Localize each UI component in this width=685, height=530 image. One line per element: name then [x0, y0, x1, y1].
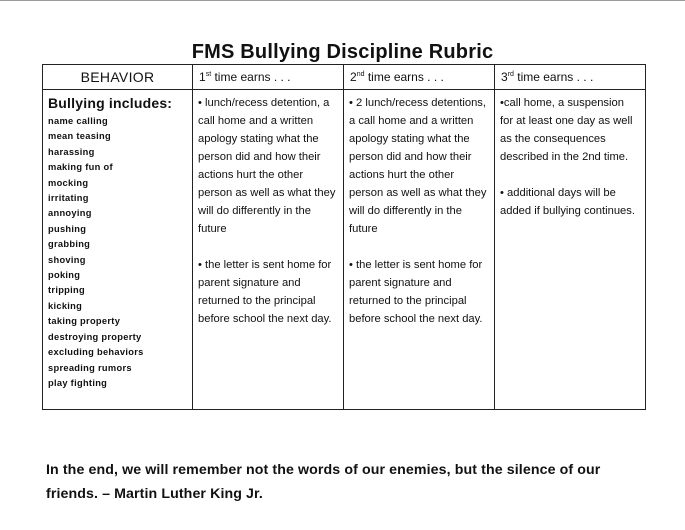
header-first-text: time earns . . .	[211, 70, 291, 84]
header-third-time	[495, 65, 646, 90]
third-time-additional-days-text: • additional days will be added if bullying continues.	[500, 187, 635, 217]
header-third-text: time earns . . .	[513, 70, 594, 84]
behavior-item: kicking	[48, 300, 83, 311]
behavior-item: irritating	[48, 193, 89, 204]
second-time-detention-text: • 2 lunch/recess detentions, a call home and a written apology stating what the person did and how their actions hurt the other person as well as what they will do differently in the future	[349, 97, 487, 235]
behavior-item: making fun of	[48, 162, 113, 173]
behavior-item: tripping	[48, 285, 85, 296]
behavior-item: destroying property	[48, 331, 142, 342]
second-time-letter-text: • the letter is sent home for parent signature and returned to the principal before school the next day.	[349, 259, 483, 325]
behavior-item: mean teasing	[48, 131, 112, 142]
page-title: FMS Bullying Discipline Rubric	[191, 41, 494, 63]
header-second-text: time earns . . .	[364, 70, 444, 84]
first-time-consequences	[193, 90, 344, 410]
header-first-suffix: st	[205, 71, 212, 78]
behavior-item: play fighting	[48, 377, 108, 388]
behavior-item: taking property	[48, 316, 121, 327]
third-time-suspension-text: •call home, a suspension for at least one day as well as the consequences described in the 2nd time.	[500, 97, 633, 163]
top-border-line	[0, 0, 685, 1]
header-first-ordinal: 1	[199, 70, 206, 84]
first-time-detention-text: • lunch/recess detention, a call home and a written apology stating what the person did and how their actions hurt the other person as well as what they will do differently in the future	[198, 97, 336, 235]
header-third-ordinal: 3	[501, 70, 508, 84]
behavior-item: name calling	[48, 116, 108, 126]
third-time-consequences	[495, 90, 646, 410]
header-second-ordinal: 2	[350, 70, 357, 84]
behavior-cell	[43, 90, 193, 410]
first-time-letter-text: • the letter is sent home for parent signature and returned to the principal before school the next day.	[198, 259, 332, 325]
behavior-item: grabbing	[48, 239, 91, 250]
closing-quote: In the end, we will remember not the words of our enemies, but the silence of our friends. – Martin Luther King Jr.	[46, 462, 601, 502]
behavior-item: poking	[48, 270, 81, 281]
table-header-row	[43, 65, 646, 90]
second-time-consequences	[344, 90, 495, 410]
header-second-suffix: nd	[356, 71, 365, 78]
table-body-row	[43, 90, 646, 410]
behavior-item: spreading rumors	[48, 362, 132, 373]
discipline-rubric-table	[42, 64, 646, 410]
behavior-item: harassing	[48, 146, 95, 157]
header-second-time	[344, 65, 495, 90]
header-third-suffix: rd	[507, 71, 514, 78]
header-behavior: BEHAVIOR	[43, 65, 193, 90]
behavior-item: pushing	[48, 223, 87, 234]
behavior-list	[48, 114, 192, 391]
behavior-item: annoying	[48, 208, 92, 219]
header-first-time	[193, 65, 344, 90]
behavior-item: mocking	[48, 177, 89, 188]
behavior-item: shoving	[48, 254, 86, 265]
bullying-includes-heading: Bullying includes:	[48, 95, 173, 111]
behavior-item: excluding behaviors	[48, 347, 144, 358]
